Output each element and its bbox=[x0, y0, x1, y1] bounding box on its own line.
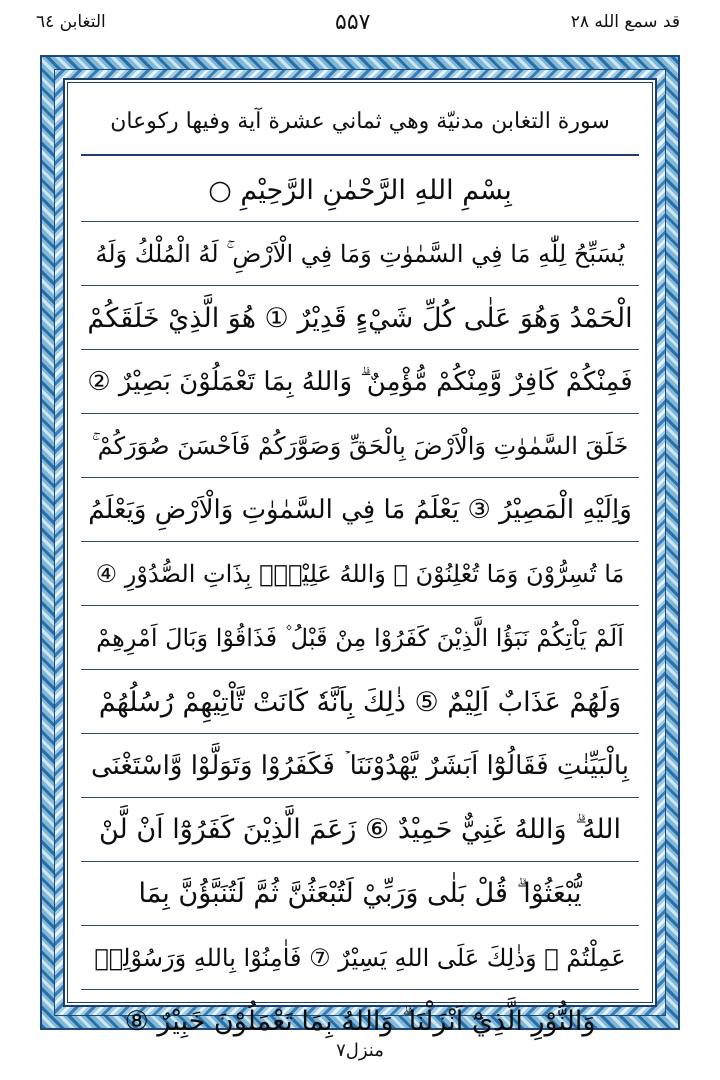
surah-banner bbox=[81, 86, 639, 156]
text-line bbox=[81, 798, 639, 862]
line-text: اَلَمْ يَاْتِكُمْ نَبَؤُا الَّذِيْنَ كَفَرُوْا مِنْ قَبْلُ ۫ فَذَاقُوْا وَبَالَ اَمْرِهِمْ bbox=[96, 624, 624, 652]
manzil-footer: منزل٧ bbox=[336, 1040, 384, 1061]
line-text: وَالنُّوْرِ الَّذِيْٓ اَنْزَلْنَا ۗ وَاللهُ بِمَا تَعْمَلُوْنَ خَبِيْرٌ ⑧ bbox=[124, 1006, 596, 1037]
surah-name-label: التغابن ٦٤ bbox=[36, 12, 106, 32]
ornamental-border bbox=[40, 55, 680, 1037]
text-line bbox=[81, 926, 639, 990]
line-text: فَمِنْكُمْ كَافِرٌ وَّمِنْكُمْ مُّؤْمِنٌ ۗ وَاللهُ بِمَا تَعْمَلُوْنَ بَصِيْرٌ ② bbox=[87, 366, 633, 397]
line-text: خَلَقَ السَّمٰوٰتِ وَالْاَرْضَ بِالْحَقِّ وَصَوَّرَكُمْ فَاَحْسَنَ صُوَرَكُمْ ۚ bbox=[91, 432, 629, 460]
line-text: وَاِلَيْهِ الْمَصِيْرُ ③ يَعْلَمُ مَا فِي السَّمٰوٰتِ وَالْاَرْضِ وَيَعْلَمُ bbox=[88, 495, 632, 525]
line-text: يُسَبِّحُ لِلّٰهِ مَا فِي السَّمٰوٰتِ وَمَا فِي الْاَرْضِ ۚ لَهُ الْمُلْكُ وَلَهُ bbox=[95, 240, 625, 268]
ornamental-border-inner bbox=[54, 69, 666, 1037]
divider bbox=[81, 154, 639, 156]
page-header bbox=[0, 0, 720, 52]
text-line bbox=[81, 542, 639, 606]
line-text: الْحَمْدُ وَهُوَ عَلٰى كُلِّ شَيْءٍ قَدِيْرٌ ① هُوَ الَّذِيْ خَلَقَكُمْ bbox=[87, 302, 633, 334]
line-text: يُّبْعَثُوْا ۗ قُلْ بَلٰى وَرَبِّيْ لَتُبْعَثُنَّ ثُمَّ لَتُنَبَّؤُنَّ بِمَا bbox=[138, 878, 582, 909]
line-text: اللهُ ۗ وَاللهُ غَنِيٌّ حَمِيْدٌ ⑥ زَعَمَ الَّذِيْنَ كَفَرُوْٓا اَنْ لَّنْ bbox=[98, 814, 622, 845]
text-line bbox=[81, 734, 639, 798]
surah-title: سورة التغابن مدنيّة وهي ثماني عشرة آية وفيها ركوعان bbox=[110, 108, 610, 134]
text-line bbox=[81, 862, 639, 926]
text-line bbox=[81, 158, 639, 222]
line-text: مَا تُسِرُّوْنَ وَمَا تُعْلِنُوْنَ ۗ وَاللهُ عَلِيْمٌۢ بِذَاتِ الصُّدُوْرِ ④ bbox=[95, 560, 625, 588]
line-text: عَمِلْتُمْ ۗ وَذٰلِكَ عَلَى اللهِ يَسِيْرٌ ⑦ فَاٰمِنُوْا بِاللهِ وَرَسُوْلِهٖ bbox=[94, 944, 626, 972]
text-line bbox=[81, 414, 639, 478]
text-line bbox=[81, 670, 639, 734]
page-number: ۵۵۷ bbox=[335, 10, 371, 35]
text-line bbox=[81, 606, 639, 670]
juz-label: قد سمع الله ٢٨ bbox=[570, 12, 680, 32]
text-line bbox=[81, 222, 639, 286]
text-line bbox=[81, 478, 639, 542]
line-text: بِالْبَيِّنٰتِ فَقَالُوْٓا اَبَشَرٌ يَّهْدُوْنَنَا ۡ فَكَفَرُوْا وَتَوَلَّوْا وَّاسْتَغْنَى bbox=[90, 750, 630, 781]
text-line bbox=[81, 350, 639, 414]
line-text: وَلَهُمْ عَذَابٌ اَلِيْمٌ ⑤ ذٰلِكَ بِاَنَّهٗ كَانَتْ تَّاْتِيْهِمْ رُسُلُهُمْ bbox=[98, 686, 622, 718]
line-text: بِسْمِ اللهِ الرَّحْمٰنِ الرَّحِيْمِ ○ bbox=[208, 174, 512, 206]
text-line bbox=[81, 286, 639, 350]
text-frame bbox=[63, 78, 657, 1037]
